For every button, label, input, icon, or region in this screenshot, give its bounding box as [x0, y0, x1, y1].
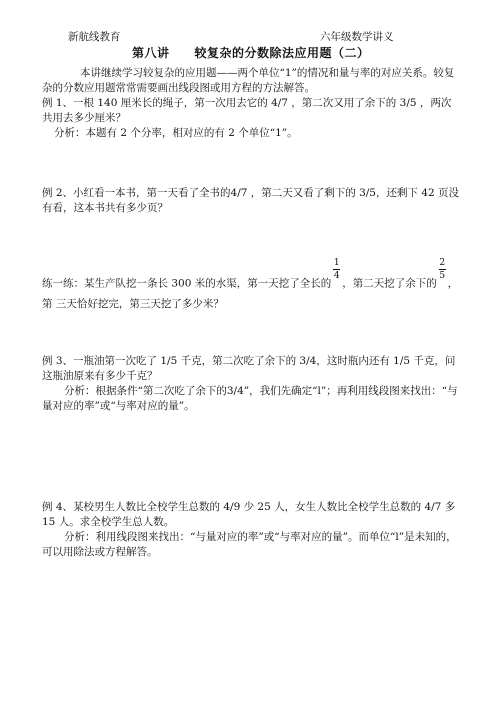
example-4-analysis: 分析：利用线段图来找出：“与量对应的率”或“与率对应的量”。而单位“l”是未知的，可以用除法或方程解答。: [42, 531, 457, 558]
example-1-analysis: 分析：本题有 2 个分率，相对应的有 2 个单位“1”。: [54, 127, 298, 139]
practice-text-a: 练一练：某生产队挖一条长 300 米的水渠，第一天挖了全长的: [42, 277, 332, 290]
practice-line-1: [42, 258, 460, 295]
fraction-bar: [439, 269, 446, 270]
fraction-denominator: 5: [439, 271, 446, 281]
fraction-numerator: 1: [333, 258, 340, 268]
example-3-analysis: 分析：根据条件“第二次吃了余下的3/4”，我们先确定“l”；再利用线段图来找出：“与量对应的率”或“与率对应的量”。: [42, 385, 458, 412]
example-1-question: 例 1、一根 140 厘米长的绳子，第一次用去它的 4/7 ，第二次又用了余下的 3/5 ，两次共用去多少厘米？: [42, 97, 452, 124]
header-org: 新航线教育: [68, 31, 121, 43]
intro-paragraph: 本讲继续学习较复杂的应用题——两个单位“1”的情况和量与率的对应关系。较复杂的分数应用题常常需要画出线段图或用方程的方法解答。: [42, 67, 455, 94]
practice-text-c: ，: [447, 277, 459, 290]
example-3-question: 例 3、一瓶油第一次吃了 1/5 千克，第二次吃了余下的 3/4，这时瓶内还有 1/5 千克，问这瓶油原来有多少千克？: [42, 355, 456, 382]
page-title: 第八讲 较复杂的分数除法应用题（二）: [132, 46, 370, 60]
practice-line-2: 第 三天恰好挖完，第三天挖了多少米？: [42, 298, 224, 310]
header-grade: 六年级数学讲义: [320, 31, 394, 43]
fraction-two-fifths: [439, 258, 446, 281]
fraction-numerator: 2: [439, 258, 446, 268]
practice-text-b: ，第二天挖了余下的: [342, 277, 437, 290]
example-2-question: 例 2、小红看一本书，第一天看了全书的4/7 ，第二天又看了剩下的 3/5，还剩下 42 页没有看，这本书共有多少页？: [42, 187, 460, 214]
fraction-bar: [333, 269, 340, 270]
practice-problem: [42, 258, 460, 312]
fraction-one-quarter: [333, 258, 340, 281]
example-4-question: 例 4、某校男生人数比全校学生总数的 4/9 少 25 人，女生人数比全校学生总数的 4/7 多 15 人。求全校学生总人数。: [42, 501, 456, 528]
fraction-denominator: 4: [333, 271, 340, 281]
